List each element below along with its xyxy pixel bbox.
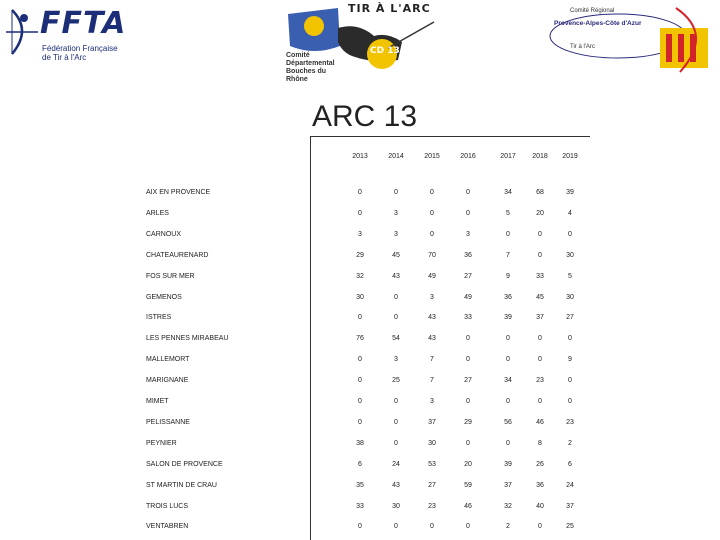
table-cell: 0 [538, 251, 542, 259]
table-cell: 7 [430, 377, 434, 385]
table-cell: 0 [394, 523, 398, 531]
club-name: SALON DE PROVENCE [146, 460, 223, 468]
club-name: PEYNIER [146, 439, 177, 447]
table-cell: 38 [356, 439, 364, 447]
table-cell: 0 [538, 356, 542, 364]
page-title: ARC 13 [312, 100, 418, 133]
table-cell: 33 [356, 502, 364, 510]
cr-line1: Comité Régional [570, 8, 615, 14]
table-cell: 39 [566, 189, 574, 196]
table-cell: 36 [464, 251, 472, 259]
club-name: ISTRES [146, 314, 172, 322]
club-name: MIMET [146, 398, 169, 405]
table-cell: 0 [358, 377, 362, 385]
table-cell: 30 [356, 293, 364, 301]
cd13-banner: TIR À L'ARC [348, 2, 431, 15]
table-cell: 35 [356, 481, 364, 489]
table-cell: 0 [358, 398, 362, 405]
table-cell: 45 [392, 251, 400, 259]
table-cell: 49 [464, 293, 472, 301]
table-cell: 0 [466, 398, 470, 405]
table-cell: 27 [464, 377, 472, 385]
table-cell: 0 [506, 356, 510, 364]
table-cell: 54 [392, 335, 400, 343]
cr-line2: Provence-Alpes-Côte d'Azur [554, 20, 642, 27]
year-header: 2019 [562, 153, 578, 160]
table-cell: 23 [566, 418, 574, 426]
table-cell: 36 [504, 293, 512, 301]
table-cell: 0 [430, 189, 434, 196]
table-cell: 40 [536, 502, 544, 510]
cr-line3: Tir à l'Arc [570, 44, 595, 50]
table-cell: 43 [392, 272, 400, 280]
table-cell: 37 [504, 481, 512, 489]
table-cell: 30 [566, 251, 574, 259]
table-cell: 32 [504, 502, 512, 510]
year-header: 2017 [500, 153, 516, 160]
table-cell: 2 [506, 523, 510, 531]
table-cell: 39 [504, 460, 512, 468]
club-name: LES PENNES MIRABEAU [146, 335, 229, 343]
club-name: GEMENOS [146, 293, 182, 301]
ffta-letters: FFTA [40, 6, 127, 41]
table-cell: 3 [430, 293, 434, 301]
club-name: ARLES [146, 209, 169, 217]
table-cell: 5 [506, 209, 510, 217]
table-cell: 70 [428, 251, 436, 259]
table-cell: 20 [536, 209, 544, 217]
table-cell: 3 [394, 230, 398, 238]
club-name: ST MARTIN DE CRAU [146, 481, 217, 489]
table-cell: 43 [428, 335, 436, 343]
table-cell: 46 [536, 418, 544, 426]
table-cell: 0 [394, 418, 398, 426]
table-cell: 32 [356, 272, 364, 280]
table-cell: 30 [566, 293, 574, 301]
table-cell: 6 [358, 460, 362, 468]
table-cell: 0 [466, 189, 470, 196]
table-cell: 0 [358, 356, 362, 364]
table-cell: 0 [394, 439, 398, 447]
table-cell: 0 [394, 293, 398, 301]
year-header: 2014 [388, 153, 404, 160]
table-cell: 0 [358, 523, 362, 531]
club-name: VENTABREN [146, 523, 189, 531]
table-cell: 45 [536, 293, 544, 301]
table-cell: 2 [568, 439, 572, 447]
table-cell: 76 [356, 335, 364, 343]
table-cell: 0 [506, 398, 510, 405]
table-cell: 0 [506, 230, 510, 238]
table-cell: 5 [568, 272, 572, 280]
table-cell: 0 [538, 398, 542, 405]
year-header: 2018 [532, 153, 548, 160]
cd13-caption: Comité Départemental Bouches du Rhône [286, 52, 335, 83]
club-name: CHATEAURENARD [146, 251, 209, 259]
table-cell: 9 [568, 356, 572, 364]
year-header: 2013 [352, 153, 368, 160]
table-cell: 25 [392, 377, 400, 385]
table-cell: 59 [464, 481, 472, 489]
table-cell: 3 [358, 230, 362, 238]
table-cell: 0 [466, 335, 470, 343]
table-cell: 39 [504, 314, 512, 322]
table-cell: 43 [428, 314, 436, 322]
year-header: 2015 [424, 153, 440, 160]
table-cell: 0 [568, 398, 572, 405]
table-cell: 0 [394, 398, 398, 405]
table-cell: 27 [464, 272, 472, 280]
table-cell: 7 [506, 251, 510, 259]
table-cell: 30 [392, 502, 400, 510]
table-cell: 0 [568, 335, 572, 343]
club-name: TROIS LUCS [146, 502, 189, 510]
table-cell: 0 [358, 418, 362, 426]
ffta-subtitle: Fédération Française de Tir à l'Arc [42, 44, 118, 62]
table-cell: 0 [358, 314, 362, 322]
table-cell: 0 [506, 439, 510, 447]
table-cell: 0 [538, 335, 542, 343]
club-name: CARNOUX [146, 230, 182, 238]
table-cell: 24 [566, 481, 574, 489]
table-cell: 68 [536, 189, 544, 196]
table-cell: 30 [428, 439, 436, 447]
table-cell: 24 [392, 460, 400, 468]
table-cell: 23 [536, 377, 544, 385]
club-name: MALLEMORT [146, 356, 190, 364]
table-cell: 26 [536, 460, 544, 468]
table-cell: 34 [504, 377, 512, 385]
table-cell: 36 [536, 481, 544, 489]
table-cell: 0 [568, 377, 572, 385]
table-cell: 0 [568, 230, 572, 238]
table-cell: 0 [358, 209, 362, 217]
table-cell: 0 [538, 230, 542, 238]
club-name: AIX EN PROVENCE [146, 189, 211, 196]
table-cell: 7 [430, 356, 434, 364]
table-cell: 33 [536, 272, 544, 280]
table-cell: 0 [430, 230, 434, 238]
table-cell: 29 [356, 251, 364, 259]
table-cell: 9 [506, 272, 510, 280]
table-cell: 49 [428, 272, 436, 280]
table-cell: 0 [394, 314, 398, 322]
table-cell: 0 [466, 439, 470, 447]
table-cell: 0 [466, 209, 470, 217]
table-cell: 37 [566, 502, 574, 510]
table-cell: 0 [466, 356, 470, 364]
table-cell: 0 [538, 523, 542, 531]
table-cell: 4 [568, 209, 572, 217]
table-cell: 0 [358, 189, 362, 196]
table-cell: 20 [464, 460, 472, 468]
table-cell: 34 [504, 189, 512, 196]
table-cell: 6 [568, 460, 572, 468]
club-name: FOS SUR MER [146, 272, 195, 280]
table-cell: 29 [464, 418, 472, 426]
table-cell: 25 [566, 523, 574, 531]
table-cell: 0 [466, 523, 470, 531]
table-cell: 56 [504, 418, 512, 426]
table-cell: 8 [538, 439, 542, 447]
table-cell: 3 [430, 398, 434, 405]
table-cell: 0 [430, 523, 434, 531]
year-header: 2016 [460, 153, 476, 160]
table-cell: 43 [392, 481, 400, 489]
table-cell: 37 [536, 314, 544, 322]
table-cell: 0 [430, 209, 434, 217]
club-name: PELISSANNE [146, 418, 190, 426]
table-cell: 3 [394, 356, 398, 364]
table-cell: 3 [466, 230, 470, 238]
table-cell: 46 [464, 502, 472, 510]
table-cell: 33 [464, 314, 472, 322]
table-cell: 53 [428, 460, 436, 468]
table-cell: 3 [394, 209, 398, 217]
cd13-badge: CD 13 [370, 46, 400, 56]
table-cell: 37 [428, 418, 436, 426]
table-cell: 0 [506, 335, 510, 343]
club-name: MARIGNANE [146, 377, 189, 385]
table-cell: 23 [428, 502, 436, 510]
table-cell: 27 [566, 314, 574, 322]
table-cell: 27 [428, 481, 436, 489]
table-cell: 0 [394, 189, 398, 196]
